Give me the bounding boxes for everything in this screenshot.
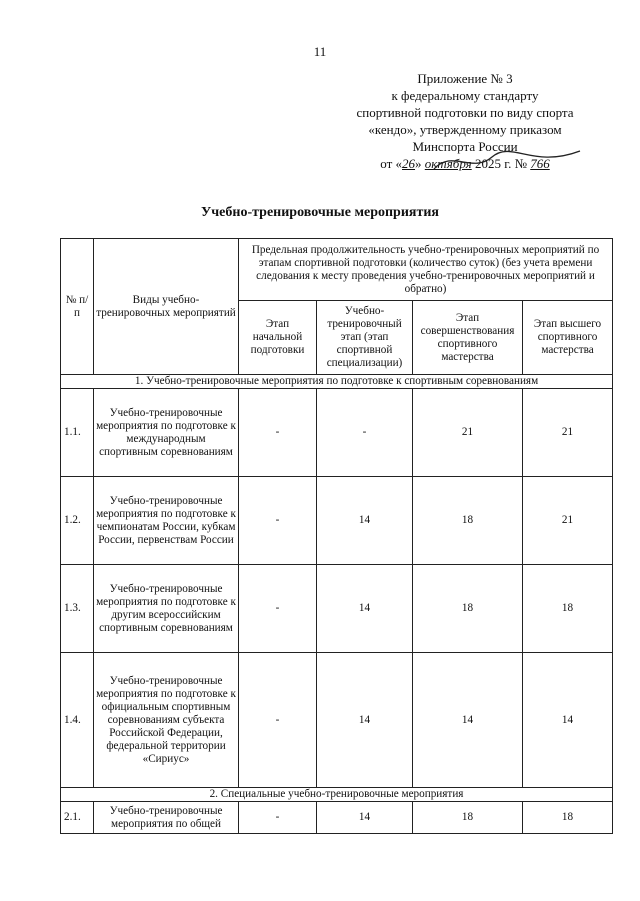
row-value: 18 [523, 802, 613, 834]
document-title: Учебно-тренировочные мероприятия [201, 205, 439, 220]
section-row [61, 788, 613, 802]
page-number: 11 [313, 44, 327, 59]
row-num: 1.2. [61, 477, 94, 565]
events-table [60, 238, 613, 834]
row-value: 14 [317, 653, 413, 788]
row-value: 18 [413, 565, 523, 653]
row-value: 21 [413, 389, 523, 477]
appendix-header [300, 70, 630, 172]
row-num: 1.1. [61, 389, 94, 477]
row-value: 18 [413, 477, 523, 565]
row-name: Учебно-тренировочные мероприятия по подготовке к международным спортивным соревнованиям [94, 389, 239, 477]
row-value: - [317, 389, 413, 477]
row-name: Учебно-тренировочные мероприятия по подготовке к официальным спортивным соревнованиям субъекта Российской Федерации, федеральной территории «Сириус» [94, 653, 239, 788]
order-day: 26 [402, 156, 416, 171]
row-num: 2.1. [61, 802, 94, 834]
table-header-row [61, 239, 613, 301]
appendix-line: «кендо», утвержденному приказом [368, 122, 562, 137]
table-row [61, 477, 613, 565]
order-mid: » [415, 156, 422, 171]
header-num: № п/п [61, 239, 94, 375]
header-stage: Этап совершенствования спортивного мастерства [413, 301, 523, 375]
row-value: - [239, 389, 317, 477]
section-title: 2. Специальные учебно-тренировочные мероприятия [61, 788, 613, 802]
handwritten-date-signature [432, 139, 582, 179]
order-month: октября [424, 156, 472, 171]
row-value: - [239, 653, 317, 788]
appendix-line: Минспорта России [412, 139, 518, 154]
row-name: Учебно-тренировочные мероприятия по подготовке к чемпионатам России, кубкам России, первенствам России [94, 477, 239, 565]
appendix-line: к федеральному стандарту [391, 88, 539, 103]
row-value: 14 [317, 565, 413, 653]
row-num: 1.4. [61, 653, 94, 788]
appendix-line: Приложение № 3 [417, 71, 513, 86]
order-line [300, 155, 630, 172]
order-number: 766 [530, 156, 550, 171]
header-limit: Предельная продолжительность учебно-тренировочных мероприятий по этапам спортивной подготовки (количество суток) (без учета времени следования к месту проведения учебно-тренировочных мероприятий и обратно) [239, 239, 613, 301]
row-value: - [239, 565, 317, 653]
table-row [61, 565, 613, 653]
row-value: 21 [523, 389, 613, 477]
row-value: 21 [523, 477, 613, 565]
header-stage: Этап высшего спортивного мастерства [523, 301, 613, 375]
row-value: - [239, 477, 317, 565]
row-value: 18 [413, 802, 523, 834]
row-value: 14 [523, 653, 613, 788]
header-stage: Этап начальной подготовки [239, 301, 317, 375]
row-value: 14 [317, 802, 413, 834]
section-row [61, 375, 613, 389]
row-value: 14 [317, 477, 413, 565]
appendix-line: спортивной подготовки по виду спорта [356, 105, 574, 120]
table-row [61, 802, 613, 834]
header-types: Виды учебно-тренировочных мероприятий [94, 239, 239, 375]
section-title: 1. Учебно-тренировочные мероприятия по подготовке к спортивным соревнованиям [61, 375, 613, 389]
order-year: 2025 г. № [474, 156, 527, 171]
row-num: 1.3. [61, 565, 94, 653]
row-name: Учебно-тренировочные мероприятия по подготовке к другим всероссийским спортивным соревнованиям [94, 565, 239, 653]
header-stage: Учебно-тренировочный этап (этап спортивной специализации) [317, 301, 413, 375]
table-row [61, 389, 613, 477]
row-value: - [239, 802, 317, 834]
row-value: 14 [413, 653, 523, 788]
table-row [61, 653, 613, 788]
row-name: Учебно-тренировочные мероприятия по общей [94, 802, 239, 834]
row-value: 18 [523, 565, 613, 653]
order-prefix: от « [380, 156, 403, 171]
